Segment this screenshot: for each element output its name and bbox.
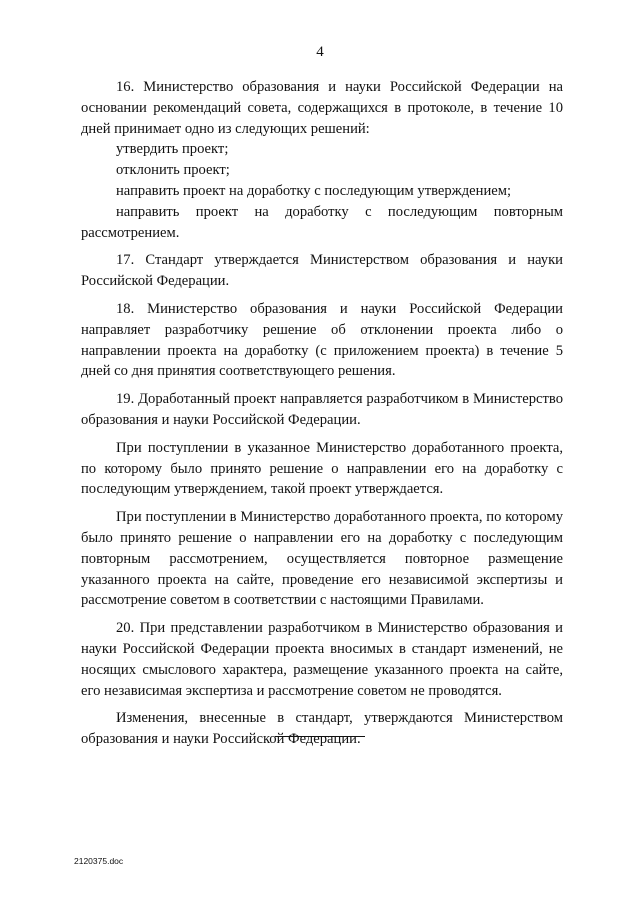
paragraph-20: 20. При представлении разработчиком в Министерство образования и науки Российской Федерации проекта вносимых в стандарт изменений, не носящих смыслового характера, размещение указанного проекта на сайте, его независимая экспертиза и рассмотрение советом не проводятся. xyxy=(81,620,563,699)
paragraph-19-review: При поступлении в Министерство доработанного проекта, по которому было принято решение о направлении его на доработку с последующим повторным рассмотрением, осуществляется повторное размещение указанного проекта на сайте, проведение его независимой экспертизы и рассмотрение советом в соответствии с настоящими Правилами. xyxy=(81,509,563,609)
paragraph-18: 18. Министерство образования и науки Российской Федерации направляет разработчику решение об отклонении проекта либо о направлении проекта на доработку (с приложением проекта) в течение 5 дней со дня принятия соответствующего решения. xyxy=(81,300,563,380)
paragraph-19: 19. Доработанный проект направляется разработчиком в Министерство образования и науки Российской Федерации. xyxy=(81,391,563,428)
paragraph-16: 16. Министерство образования и науки Российской Федерации на основании рекомендаций совета, содержащихся в протоколе, в течение 10 дней принимает одно из следующих решений: xyxy=(81,79,563,137)
page-number: 4 xyxy=(316,44,324,60)
list-item-approve: утвердить проект; xyxy=(116,141,229,158)
end-divider xyxy=(275,736,365,737)
file-name-footer: 2120375.doc xyxy=(74,856,124,866)
document-body xyxy=(81,77,563,750)
paragraph-changes: Изменения, внесенные в стандарт, утверждаются Министерством образования и науки Российской Федерации. xyxy=(81,710,563,748)
list-item-revise-approve: направить проект на доработку с последующим утверждением; xyxy=(116,182,512,199)
list-item-revise-review: направить проект на доработку с последующим повторным рассмотрением. xyxy=(81,203,563,241)
list-item-reject: отклонить проект; xyxy=(116,162,230,179)
paragraph-17: 17. Стандарт утверждается Министерством образования и науки Российской Федерации. xyxy=(81,252,563,290)
paragraph-19-approval: При поступлении в указанное Министерство доработанного проекта, по которому было принято решение о направлении его на доработку с последующим утверждением, такой проект утверждается. xyxy=(81,439,563,498)
